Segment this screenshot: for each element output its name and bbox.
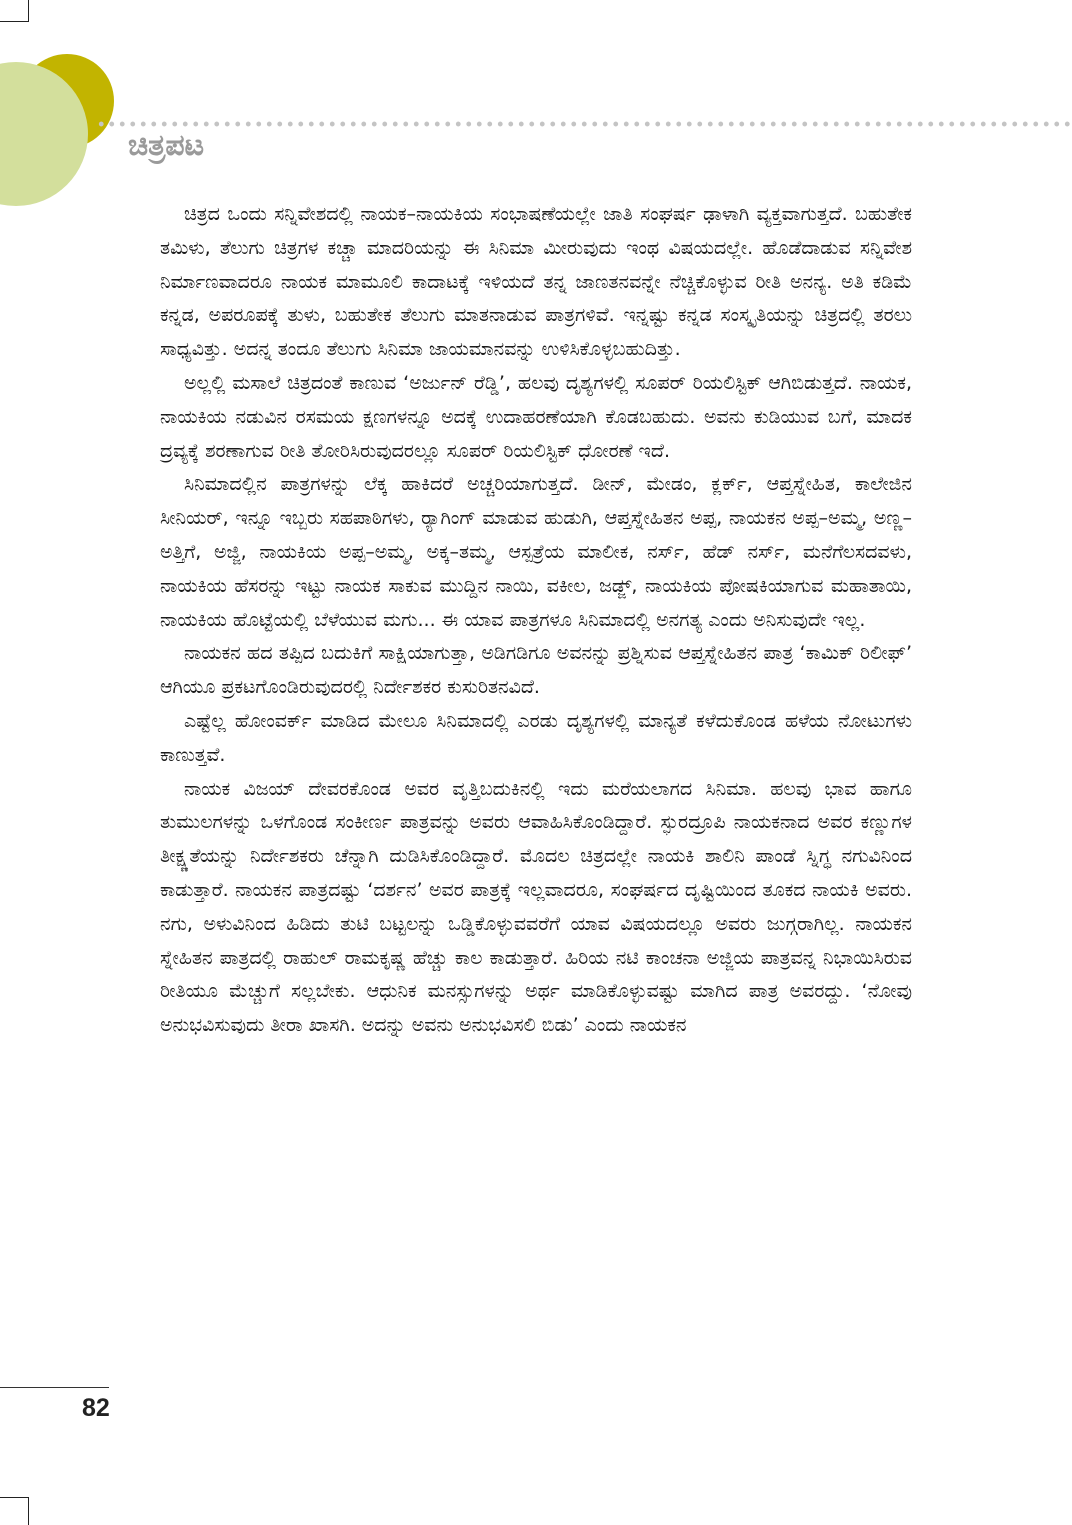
paragraph: ಅಲ್ಲಲ್ಲಿ ಮಸಾಲೆ ಚಿತ್ರದಂತೆ ಕಾಣುವ ‘ಅರ್ಜುನ್ ರೆಡ್ಡಿ’, ಹಲವು ದೃಶ್ಯಗಳಲ್ಲಿ ಸೂಪರ್ ರಿಯಲಿಸ್ಟಿಕ್ ಆಗಿಬಿಡುತ್ತದೆ. ನಾಯಕ, ನಾಯಕಿಯ ನಡುವಿನ ರಸಮಯ ಕ್ಷಣಗಳನ್ನೂ ಅದಕ್ಕೆ ಉದಾಹರಣೆಯಾಗಿ ಕೊಡಬಹುದು. ಅವನು ಕುಡಿಯುವ ಬಗೆ, ಮಾದಕ ದ್ರವ್ಯಕ್ಕೆ ಶರಣಾಗುವ ರೀತಿ ತೋರಿಸಿರುವುದರಲ್ಲೂ ಸೂಪರ್ ರಿಯಲಿಸ್ಟಿಕ್ ಧೋರಣೆ ಇದೆ. [160,371,912,462]
crop-mark-bottom-horizontal [0,1497,29,1498]
section-title: ಚಿತ್ರಪಟ [128,128,205,163]
article-body [160,198,912,1043]
page-number: 82 [82,1394,110,1422]
crop-mark-bottom-vertical [28,1497,29,1525]
page-number-rule [0,1387,109,1388]
crop-mark-top-horizontal [0,21,29,22]
dotted-header-rule [96,120,1072,128]
paragraph: ನಾಯಕನ ಹದ ತಪ್ಪಿದ ಬದುಕಿಗೆ ಸಾಕ್ಷಿಯಾಗುತ್ತಾ, ಅಡಿಗಡಿಗೂ ಅವನನ್ನು ಪ್ರಶ್ನಿಸುವ ಆಪ್ತಸ್ನೇಹಿತನ ಪಾತ್ರ ‘ಕಾಮಿಕ್ ರಿಲೀಫ್’ ಆಗಿಯೂ ಪ್ರಕಟಗೊಂಡಿರುವುದರಲ್ಲಿ ನಿರ್ದೇಶಕರ ಕುಸುರಿತನವಿದೆ. [160,642,912,699]
paragraph: ಎಷ್ಟೆಲ್ಲ ಹೋಂವರ್ಕ್ ಮಾಡಿದ ಮೇಲೂ ಸಿನಿಮಾದಲ್ಲಿ ಎರಡು ದೃಶ್ಯಗಳಲ್ಲಿ ಮಾನ್ಯತೆ ಕಳೆದುಕೊಂಡ ಹಳೆಯ ನೋಟುಗಳು ಕಾಣುತ್ತವೆ. [160,709,912,766]
paragraph: ಸಿನಿಮಾದಲ್ಲಿನ ಪಾತ್ರಗಳನ್ನು ಲೆಕ್ಕ ಹಾಕಿದರೆ ಅಚ್ಚರಿಯಾಗುತ್ತದೆ. ಡೀನ್, ಮೇಡಂ, ಕ್ಲರ್ಕ್, ಆಪ್ತಸ್ನೇಹಿತ, ಕಾಲೇಜಿನ ಸೀನಿಯರ್, ಇನ್ನೂ ಇಬ್ಬರು ಸಹಪಾಠಿಗಳು, ರ‍್ಯಾಗಿಂಗ್ ಮಾಡುವ ಹುಡುಗಿ, ಆಪ್ತಸ್ನೇಹಿತನ ಅಪ್ಪ, ನಾಯಕನ ಅಪ್ಪ–ಅಮ್ಮ, ಅಣ್ಣ–ಅತ್ತಿಗೆ, ಅಜ್ಜಿ, ನಾಯಕಿಯ ಅಪ್ಪ–ಅಮ್ಮ, ಅಕ್ಕ–ತಮ್ಮ, ಆಸ್ಪತ್ರೆಯ ಮಾಲೀಕ, ನರ್ಸ್, ಹೆಡ್ ನರ್ಸ್, ಮನೆಗೆಲಸದವಳು, ನಾಯಕಿಯ ಹೆಸರನ್ನು ಇಟ್ಟು ನಾಯಕ ಸಾಕುವ ಮುದ್ದಿನ ನಾಯಿ, ವಕೀಲ, ಜಡ್ಜ್, ನಾಯಕಿಯ ಪೋಷಕಿಯಾಗುವ ಮಹಾತಾಯಿ, ನಾಯಕಿಯ ಹೊಟ್ಟೆಯಲ್ಲಿ ಬೆಳೆಯುವ ಮಗು... ಈ ಯಾವ ಪಾತ್ರಗಳೂ ಸಿನಿಮಾದಲ್ಲಿ ಅನಗತ್ಯ ಎಂದು ಅನಿಸುವುದೇ ಇಲ್ಲ. [160,473,912,631]
paragraph: ನಾಯಕ ವಿಜಯ್ ದೇವರಕೊಂಡ ಅವರ ವೃತ್ತಿಬದುಕಿನಲ್ಲಿ ಇದು ಮರೆಯಲಾಗದ ಸಿನಿಮಾ. ಹಲವು ಭಾವ ಹಾಗೂ ತುಮುಲಗಳನ್ನು ಒಳಗೊಂಡ ಸಂಕೀರ್ಣ ಪಾತ್ರವನ್ನು ಅವರು ಆವಾಹಿಸಿಕೊಂಡಿದ್ದಾರೆ. ಸ್ಫುರದ್ರೂಪಿ ನಾಯಕನಾದ ಅವರ ಕಣ್ಣುಗಳ ತೀಕ್ಷ್ಣತೆಯನ್ನು ನಿರ್ದೇಶಕರು ಚೆನ್ನಾಗಿ ದುಡಿಸಿಕೊಂಡಿದ್ದಾರೆ. ಮೊದಲ ಚಿತ್ರದಲ್ಲೇ ನಾಯಕಿ ಶಾಲಿನಿ ಪಾಂಡೆ ಸ್ನಿಗ್ಧ ನಗುವಿನಿಂದ ಕಾಡುತ್ತಾರೆ. ನಾಯಕನ ಪಾತ್ರದಷ್ಟು ‘ದರ್ಶನ’ ಅವರ ಪಾತ್ರಕ್ಕೆ ಇಲ್ಲವಾದರೂ, ಸಂಘರ್ಷದ ದೃಷ್ಟಿಯಿಂದ ತೂಕದ ನಾಯಕಿ ಅವರು. ನಗು, ಅಳುವಿನಿಂದ ಹಿಡಿದು ತುಟಿ ಬಟ್ಟಲನ್ನು ಒಡ್ಡಿಕೊಳ್ಳುವವರೆಗೆ ಯಾವ ವಿಷಯದಲ್ಲೂ ಅವರು ಜುಗ್ಗರಾಗಿಲ್ಲ. ನಾಯಕನ ಸ್ನೇಹಿತನ ಪಾತ್ರದಲ್ಲಿ ರಾಹುಲ್ ರಾಮಕೃಷ್ಣ ಹೆಚ್ಚು ಕಾಲ ಕಾಡುತ್ತಾರೆ. ಹಿರಿಯ ನಟಿ ಕಾಂಚನಾ ಅಜ್ಜಿಯ ಪಾತ್ರವನ್ನ ನಿಭಾಯಿಸಿರುವ ರೀತಿಯೂ ಮೆಚ್ಚುಗೆ ಸಲ್ಲಬೇಕು. ಆಧುನಿಕ ಮನಸ್ಸುಗಳನ್ನು ಅರ್ಥ ಮಾಡಿಕೊಳ್ಳುವಷ್ಟು ಮಾಗಿದ ಪಾತ್ರ ಅವರದ್ದು. ‘ನೋವು ಅನುಭವಿಸುವುದು ತೀರಾ ಖಾಸಗಿ. ಅದನ್ನು ಅವನು ಅನುಭವಿಸಲಿ ಬಿಡು’ ಎಂದು ನಾಯಕನ [160,777,912,1037]
crop-mark-top-vertical [28,0,29,22]
paragraph: ಚಿತ್ರದ ಒಂದು ಸನ್ನಿವೇಶದಲ್ಲಿ ನಾಯಕ–ನಾಯಕಿಯ ಸಂಭಾಷಣೆಯಲ್ಲೇ ಜಾತಿ ಸಂಘರ್ಷ ಢಾಳಾಗಿ ವ್ಯಕ್ತವಾಗುತ್ತದೆ. ಬಹುತೇಕ ತಮಿಳು, ತೆಲುಗು ಚಿತ್ರಗಳ ಕಚ್ಚಾ ಮಾದರಿಯನ್ನು ಈ ಸಿನಿಮಾ ಮೀರುವುದು ಇಂಥ ವಿಷಯದಲ್ಲೇ. ಹೊಡೆದಾಡುವ ಸನ್ನಿವೇಶ ನಿರ್ಮಾಣವಾದರೂ ನಾಯಕ ಮಾಮೂಲಿ ಕಾದಾಟಕ್ಕೆ ಇಳಿಯದೆ ತನ್ನ ಜಾಣತನವನ್ನೇ ನೆಚ್ಚಿಕೊಳ್ಳುವ ರೀತಿ ಅನನ್ಯ. ಅತಿ ಕಡಿಮೆ ಕನ್ನಡ, ಅಪರೂಪಕ್ಕೆ ತುಳು, ಬಹುತೇಕ ತೆಲುಗು ಮಾತನಾಡುವ ಪಾತ್ರಗಳಿವೆ. ಇನ್ನಷ್ಟು ಕನ್ನಡ ಸಂಸ್ಕೃತಿಯನ್ನು ಚಿತ್ರದಲ್ಲಿ ತರಲು ಸಾಧ್ಯವಿತ್ತು. ಅದನ್ನ ತಂದೂ ತೆಲುಗು ಸಿನಿಮಾ ಜಾಯಮಾನವನ್ನು ಉಳಿಸಿಕೊಳ್ಳಬಹುದಿತ್ತು. [160,203,912,361]
